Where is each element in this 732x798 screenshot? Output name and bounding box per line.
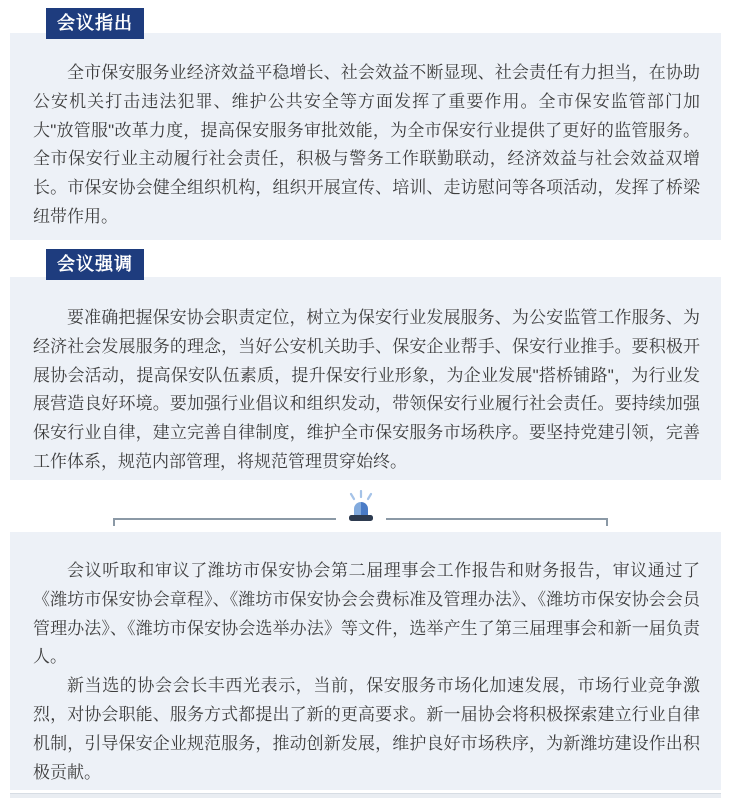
paragraph: 要准确把握保安协会职责定位，树立为保安行业发展服务、为公安监管工作服务、为经济社会发展服务的理念，当好公安机关助手、保安企业帮手、保安行业推手。要积极开展协会活动，提高保安队伍素质，提升保安行业形象，为企业发展"搭桥铺路"，为行业发展营造良好环境。要加强行业倡议和组织发动，带领保安行业履行社会责任。要持续加强保安行业自律，建立完善自律制度，维护全市保安服务市场秩序。要坚持党建引领，完善工作体系，规范内部管理，将规范管理贯穿始终。 xyxy=(33,308,700,471)
section-badge-meeting-emphasized: 会议强调 xyxy=(46,249,144,280)
section-badge-meeting-pointed-out: 会议指出 xyxy=(46,8,144,39)
paragraph: 会议听取和审议了潍坊市保安协会第二届理事会工作报告和财务报告，审议通过了《潍坊市保安协会章程》、《潍坊市保安协会会费标准及管理办法》、《潍坊市保安协会会员管理办法》、《潍坊市保安协会选举办法》等文件，选举产生了第三届理事会和新一届负责人。 xyxy=(33,561,700,667)
next-section-edge xyxy=(10,793,721,798)
siren-icon xyxy=(347,490,375,524)
divider-line-right xyxy=(386,518,609,526)
section-divider xyxy=(113,490,608,526)
section-box-2 xyxy=(10,277,721,480)
divider-line-left xyxy=(113,518,336,526)
paragraph: 新当选的协会会长丰西光表示，当前，保安服务市场化加速发展，市场行业竞争激烈，对协会职能、服务方式都提出了新的更高要求。新一届协会将积极探索建立行业自律机制，引导保安企业规范服务，推动创新发展，维护良好市场秩序，为新潍坊建设作出积极贡献。 xyxy=(33,676,700,782)
paragraph: 全市保安服务业经济效益平稳增长、社会效益不断显现、社会责任有力担当，在协助公安机关打击违法犯罪、维护公共安全等方面发挥了重要作用。全市保安监管部门加大"放管服"改革力度，提高保安服务审批效能，为全市保安行业提供了更好的监管服务。全市保安行业主动履行社会责任，积极与警务工作联勤联动，经济效益与社会效益双增长。市保安协会健全组织机构，组织开展宣传、培训、走访慰问等各项活动，发挥了桥梁纽带作用。 xyxy=(33,63,700,226)
section-box-1 xyxy=(10,33,721,240)
section-box-3 xyxy=(10,532,721,790)
